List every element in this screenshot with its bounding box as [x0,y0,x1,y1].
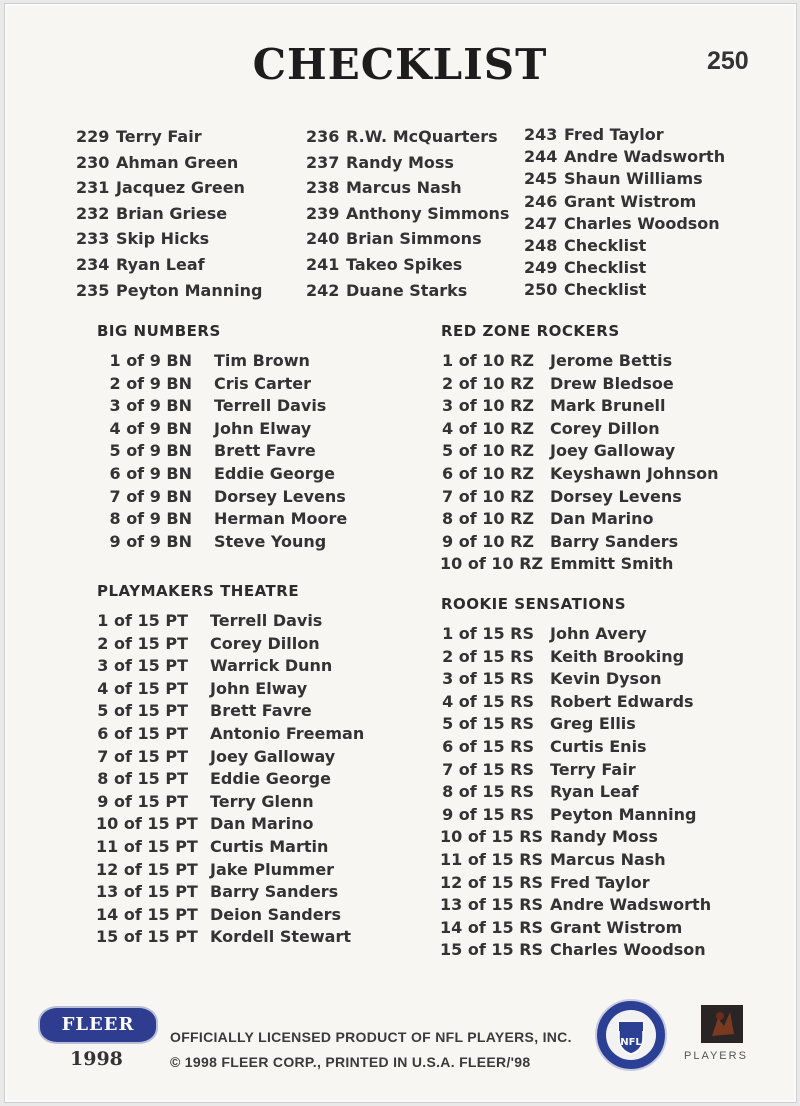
player-name: Drew Bledsoe [550,373,674,393]
nfl-shield-icon [594,998,668,1072]
player-name: Herman Moore [214,509,348,529]
card-number-label: 236 [306,127,340,146]
list-item [96,723,364,746]
player-name: Terry Glenn [210,791,314,811]
card-number-label: 245 [524,169,558,189]
card-number-label: 234 [76,254,110,274]
card-number-label: 248 [524,235,558,255]
list-item [440,350,718,373]
player-name: Corey Dillon [550,418,660,438]
list-item [524,146,725,168]
insert-code-label: 7 of 15 RS [442,759,534,779]
list-item [96,633,364,656]
player-name: Anthony Simmons [346,203,510,223]
list-item [440,646,711,669]
player-name: Fred Taylor [550,872,650,892]
big-numbers-list [80,350,347,553]
copyright-text: © 1998 FLEER CORP., PRINTED IN U.S.A. FLEER/'98 [170,1054,531,1070]
player-name: Mark Brunell [550,396,666,416]
insert-code-label: 3 of 15 RS [442,669,534,689]
list-item [76,150,262,176]
card-number-label: 249 [524,258,558,278]
main-list-col-2 [306,124,509,303]
player-name: Charles Woodson [550,940,706,960]
player-name: R.W. McQuarters [346,127,498,146]
player-name: Greg Ellis [550,714,636,734]
insert-code-label: 12 of 15 PT [96,859,198,879]
insert-code-label: 3 of 15 PT [97,656,188,676]
insert-code-label: 6 of 15 PT [97,723,188,743]
card-number: 250 [707,47,749,75]
insert-code-label: 15 of 15 PT [96,927,198,947]
list-item [524,213,725,235]
list-item [76,201,262,227]
insert-code-label: 5 of 10 RZ [442,441,534,461]
list-item [96,813,364,836]
player-name: John Elway [214,418,312,438]
player-name: Emmitt Smith [550,554,674,574]
list-item [440,508,718,531]
list-item [80,395,347,418]
insert-code-label: 4 of 15 RS [442,691,534,711]
player-name: Joey Galloway [550,441,676,461]
list-item [80,463,347,486]
list-item [440,463,718,486]
insert-code-label: 1 of 15 PT [97,611,188,630]
list-item [524,124,725,146]
card-number-label: 229 [76,127,110,146]
list-item [96,926,364,949]
player-name: John Avery [550,624,647,643]
player-name: Corey Dillon [210,633,320,653]
list-item [96,655,364,678]
list-item [96,859,364,882]
insert-code-label: 1 of 15 RS [442,624,534,643]
list-item [306,201,509,227]
insert-code-label: 2 of 15 PT [97,633,188,653]
insert-code-label: 4 of 10 RZ [442,418,534,438]
list-item [440,668,711,691]
insert-code-label: 1 of 9 BN [109,351,192,370]
list-item [306,124,509,150]
insert-code-label: 13 of 15 PT [96,882,198,902]
list-item [306,150,509,176]
card-number-label: 233 [76,229,110,249]
card-number-label: 242 [306,280,340,300]
insert-code-label: 10 of 15 PT [96,814,198,834]
list-item [80,508,347,531]
playmakers-theatre-list [96,610,364,949]
card-number-label: 231 [76,178,110,198]
section-title-big-numbers: BIG NUMBERS [97,322,221,340]
list-item [440,553,718,576]
insert-code-label: 5 of 9 BN [109,441,192,461]
insert-code-label: 5 of 15 RS [442,714,534,734]
list-item [440,826,711,849]
player-name: Robert Edwards [550,691,694,711]
insert-code-label: 9 of 10 RZ [442,531,534,551]
list-item [80,418,347,441]
list-item [440,373,718,396]
player-name: Cris Carter [214,373,312,393]
list-item [440,691,711,714]
player-name: Joey Galloway [210,746,336,766]
card-number-label: 240 [306,229,340,249]
players-wordmark: PLAYERS [684,1050,748,1062]
insert-code-label: 4 of 9 BN [109,418,192,438]
card-number-label: 230 [76,152,110,172]
player-name: Takeo Spikes [346,254,463,274]
list-item [440,418,718,441]
player-name: Skip Hicks [116,229,210,249]
insert-code-label: 6 of 9 BN [109,463,192,483]
card-number-label: 232 [76,203,110,223]
insert-code-label: 8 of 15 PT [97,769,188,789]
section-title-playmakers-theatre: PLAYMAKERS THEATRE [97,582,300,600]
list-item [96,904,364,927]
list-item [96,700,364,723]
list-item [76,252,262,278]
section-title-rookie-sensations: ROOKIE SENSATIONS [441,595,626,613]
nfl-players-logo-icon [700,1004,744,1044]
list-item [96,791,364,814]
insert-code-label: 9 of 15 PT [97,791,188,811]
player-name: Keyshawn Johnson [550,463,719,483]
player-name: Fred Taylor [564,125,664,144]
player-name: Terry Fair [116,127,202,146]
player-name: Terry Fair [550,759,636,779]
player-name: Dorsey Levens [214,486,346,506]
player-name: Jerome Bettis [550,351,673,370]
list-item [80,486,347,509]
insert-code-label: 2 of 15 RS [442,646,534,666]
player-name: Ryan Leaf [550,782,639,802]
insert-code-label: 6 of 10 RZ [442,463,534,483]
insert-code-label: 2 of 9 BN [109,373,192,393]
player-name: Grant Wistrom [564,191,697,211]
player-name: Tim Brown [214,351,310,370]
list-item [440,872,711,895]
list-item [440,804,711,827]
player-name: Charles Woodson [564,213,720,233]
player-name: Jake Plummer [210,859,335,879]
license-text: OFFICIALLY LICENSED PRODUCT OF NFL PLAYERS, INC. [170,1029,572,1045]
insert-code-label: 7 of 10 RZ [442,486,534,506]
player-name: Eddie George [210,769,331,789]
player-name: Randy Moss [550,827,658,847]
player-name: Curtis Martin [210,836,329,856]
card-number-label: 250 [524,280,558,300]
player-name: Dan Marino [550,509,654,529]
insert-code-label: 3 of 9 BN [109,396,192,416]
list-item [524,168,725,190]
player-name: Checklist [564,280,647,300]
list-item [440,713,711,736]
list-item [96,678,364,701]
insert-code-label: 9 of 9 BN [109,531,192,551]
list-item [306,226,509,252]
list-item [96,768,364,791]
player-name: Dan Marino [210,814,314,834]
card-number-label: 247 [524,213,558,233]
list-item [440,849,711,872]
card-number-label: 239 [306,203,340,223]
card-number-label: 235 [76,280,110,300]
player-name: Andre Wadsworth [550,895,712,915]
fleer-logo: FLEER [40,1008,156,1042]
player-name: Brett Favre [210,701,312,721]
card-number-label: 244 [524,147,558,167]
main-list-col-1 [76,124,262,303]
list-item [524,279,725,301]
insert-code-label: 7 of 9 BN [109,486,192,506]
player-name: John Elway [210,678,308,698]
insert-code-label: 15 of 15 RS [440,940,544,960]
list-item [306,278,509,304]
insert-code-label: 14 of 15 RS [440,917,544,937]
player-name: Deion Sanders [210,904,341,924]
insert-code-label: 2 of 10 RZ [442,373,534,393]
list-item [76,175,262,201]
list-item [80,350,347,373]
list-item [96,610,364,633]
page-title: CHECKLIST [252,40,548,89]
player-name: Kordell Stewart [210,927,351,947]
player-name: Keith Brooking [550,646,685,666]
player-name: Curtis Enis [550,736,647,756]
list-item [524,191,725,213]
player-name: Marcus Nash [346,178,462,198]
player-name: Shaun Williams [564,169,703,189]
insert-code-label: 9 of 15 RS [442,804,534,824]
player-name: Checklist [564,235,647,255]
list-item [96,746,364,769]
player-name: Terrell Davis [214,396,327,416]
list-item [306,175,509,201]
list-item [440,894,711,917]
card-number-label: 237 [306,152,340,172]
insert-code-label: 11 of 15 PT [96,836,198,856]
insert-code-label: 10 of 10 RZ [440,554,544,574]
player-name: Checklist [564,258,647,278]
insert-code-label: 1 of 10 RZ [442,351,534,370]
player-name: Barry Sanders [550,531,679,551]
red-zone-rockers-list [440,350,718,576]
player-name: Warrick Dunn [210,656,333,676]
list-item [440,917,711,940]
player-name: Terrell Davis [210,611,323,630]
player-name: Ahman Green [116,152,239,172]
insert-code-label: 3 of 10 RZ [442,396,534,416]
list-item [440,759,711,782]
player-name: Jacquez Green [116,178,245,198]
player-name: Barry Sanders [210,882,339,902]
list-item [80,440,347,463]
player-name: Ryan Leaf [116,254,205,274]
player-name: Marcus Nash [550,849,666,869]
list-item [440,531,718,554]
player-name: Andre Wadsworth [564,147,726,167]
player-name: Peyton Manning [116,280,263,300]
nfl-shield-text: NFL [620,1037,642,1048]
list-item [440,736,711,759]
main-list-col-3 [524,124,725,302]
list-item [76,226,262,252]
player-name: Randy Moss [346,152,454,172]
insert-code-label: 13 of 15 RS [440,895,544,915]
player-name: Brian Simmons [346,229,482,249]
card-number-label: 241 [306,254,340,274]
player-name: Grant Wistrom [550,917,683,937]
list-item [440,486,718,509]
insert-code-label: 8 of 10 RZ [442,509,534,529]
insert-code-label: 12 of 15 RS [440,872,544,892]
card-number-label: 246 [524,191,558,211]
list-item [440,395,718,418]
list-item [80,531,347,554]
list-item [440,623,711,646]
list-item [76,124,262,150]
list-item [80,373,347,396]
player-name: Brett Favre [214,441,316,461]
list-item [440,939,711,962]
card-number-label: 238 [306,178,340,198]
list-item [76,278,262,304]
list-item [440,781,711,804]
insert-code-label: 6 of 15 RS [442,736,534,756]
insert-code-label: 14 of 15 PT [96,904,198,924]
list-item [306,252,509,278]
player-name: Kevin Dyson [550,669,662,689]
insert-code-label: 10 of 15 RS [440,827,544,847]
list-item [96,836,364,859]
insert-code-label: 8 of 15 RS [442,782,534,802]
list-item [524,257,725,279]
year-label: 1998 [70,1048,123,1070]
list-item [96,881,364,904]
player-name: Peyton Manning [550,804,697,824]
player-name: Brian Griese [116,203,228,223]
insert-code-label: 8 of 9 BN [109,509,192,529]
rookie-sensations-list [440,623,711,962]
insert-code-label: 7 of 15 PT [97,746,188,766]
player-name: Antonio Freeman [210,723,365,743]
card-number-label: 243 [524,125,558,144]
insert-code-label: 4 of 15 PT [97,678,188,698]
insert-code-label: 5 of 15 PT [97,701,188,721]
player-name: Dorsey Levens [550,486,682,506]
player-name: Duane Starks [346,280,468,300]
player-name: Eddie George [214,463,335,483]
list-item [524,235,725,257]
list-item [440,440,718,463]
section-title-red-zone-rockers: RED ZONE ROCKERS [441,322,620,340]
insert-code-label: 11 of 15 RS [440,849,544,869]
player-name: Steve Young [214,531,327,551]
